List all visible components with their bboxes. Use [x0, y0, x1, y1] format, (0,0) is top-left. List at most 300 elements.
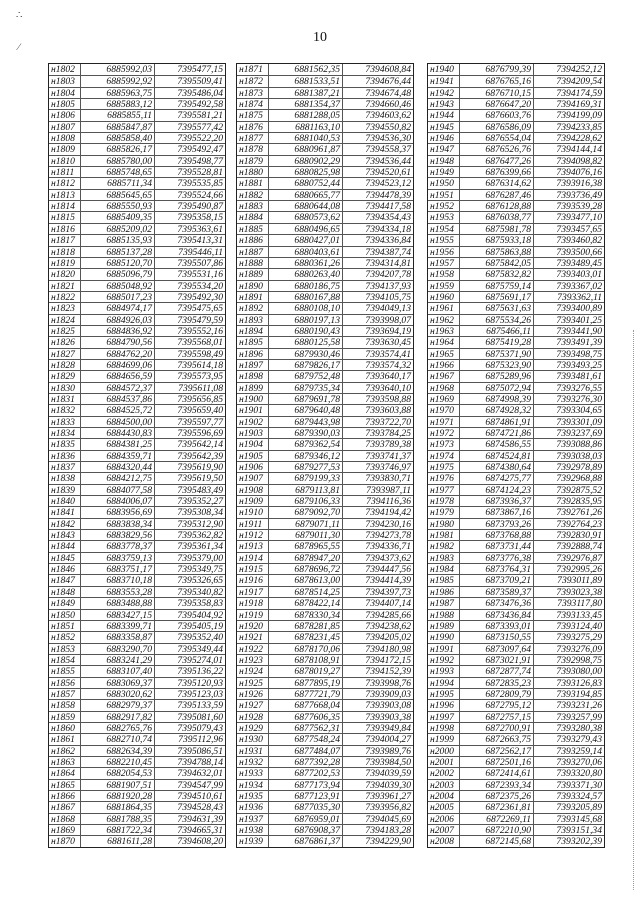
x-coordinate: 6885048,92: [81, 281, 155, 291]
table-row: [428, 325, 604, 336]
y-coordinate: 7394417,58: [365, 201, 411, 212]
x-coordinate: 6875323,90: [460, 360, 534, 370]
point-id: н1933: [237, 768, 269, 778]
table-row: [428, 450, 604, 461]
x-coordinate: 6876647,20: [460, 99, 534, 109]
x-coordinate: 6877548,24: [269, 734, 343, 744]
point-id: н1912: [237, 530, 269, 540]
table-row: [428, 416, 604, 427]
point-id: н1829: [49, 371, 81, 381]
point-id: н2007: [428, 825, 460, 835]
x-coordinate: 6885017,23: [81, 292, 155, 302]
table-row: [428, 540, 604, 551]
y-coordinate: 7394194,42: [365, 507, 411, 518]
y-coordinate: 7395492,30: [177, 291, 223, 303]
x-coordinate: 6879443,98: [269, 417, 343, 427]
y-coordinate: 7395573,95: [177, 371, 223, 382]
x-coordinate: 6881040,53: [269, 133, 343, 143]
y-coordinate: 7393023,38: [556, 586, 602, 598]
y-coordinate: 7395552,16: [177, 325, 223, 337]
y-coordinate: 7395112,96: [178, 734, 223, 745]
point-id: н1884: [237, 212, 269, 222]
table-row: [237, 268, 413, 279]
x-coordinate: 6883488,88: [81, 598, 155, 608]
point-id: н1830: [49, 383, 81, 393]
point-id: н1914: [237, 553, 269, 563]
table-row: [237, 393, 413, 404]
y-coordinate: 7394536,30: [365, 133, 411, 144]
scan-mark: ∴: [16, 10, 23, 21]
y-coordinate: 7393145,68: [556, 813, 602, 825]
y-coordinate: 7395413,31: [177, 235, 223, 246]
x-coordinate: 6877562,31: [269, 723, 343, 733]
table-row: [237, 506, 413, 517]
point-id: н1926: [237, 689, 269, 699]
point-id: н1939: [237, 836, 269, 846]
table-row: [237, 745, 413, 756]
x-coordinate: 6873150,55: [460, 632, 534, 642]
y-coordinate: 7393903,38: [365, 711, 411, 722]
x-coordinate: 6873764,31: [460, 564, 534, 574]
table-row: [49, 109, 225, 120]
table-row: [49, 132, 225, 143]
point-id: н1846: [49, 564, 81, 574]
table-row: [428, 767, 604, 778]
y-coordinate: 7393400,89: [556, 303, 602, 314]
x-coordinate: 6873867,16: [460, 507, 534, 517]
x-coordinate: 6872210,90: [460, 825, 534, 835]
table-row: [237, 302, 413, 313]
point-id: н1836: [49, 451, 81, 461]
x-coordinate: 6877668,04: [269, 700, 343, 710]
table-row: [49, 348, 225, 359]
table-row: [237, 404, 413, 415]
x-coordinate: 6880644,08: [269, 201, 343, 211]
table-row: [237, 631, 413, 642]
table-row: [49, 461, 225, 472]
point-id: н1866: [49, 791, 81, 801]
x-coordinate: 6885748,65: [81, 167, 155, 177]
point-id: н1820: [49, 269, 81, 279]
table-row: [428, 132, 604, 143]
x-coordinate: 6877606,35: [269, 712, 343, 722]
y-coordinate: 7395308,34: [177, 507, 223, 518]
y-coordinate: 7393011,89: [557, 575, 602, 586]
x-coordinate: 6873768,88: [460, 530, 534, 540]
y-coordinate: 7395659,40: [177, 405, 223, 416]
point-id: н1956: [428, 247, 460, 257]
x-coordinate: 6884500,00: [81, 417, 155, 427]
table-row: [428, 677, 604, 688]
x-coordinate: 6877484,07: [269, 746, 343, 756]
y-coordinate: 7395619,90: [177, 462, 223, 473]
point-id: н1858: [49, 700, 81, 710]
y-coordinate: 7394180,98: [365, 643, 411, 654]
y-coordinate: 7394285,66: [365, 609, 411, 620]
point-id: н1888: [237, 258, 269, 268]
x-coordinate: 6878422,14: [269, 598, 343, 608]
y-coordinate: 7393401,25: [556, 314, 602, 325]
y-coordinate: 7392995,26: [556, 564, 602, 575]
point-id: н1883: [237, 201, 269, 211]
point-id: н2001: [428, 757, 460, 767]
y-coordinate: 7392761,26: [556, 507, 602, 518]
point-id: н1980: [428, 519, 460, 529]
table-row: [237, 643, 413, 654]
table-row: [49, 268, 225, 279]
y-coordinate: 7393301,09: [556, 416, 602, 427]
y-coordinate: 7393320,80: [556, 768, 602, 779]
y-coordinate: 7395133,59: [177, 700, 223, 711]
x-coordinate: 6885992,03: [81, 64, 155, 75]
x-coordinate: 6872501,16: [460, 757, 534, 767]
table-row: [428, 177, 604, 188]
scan-edge: [633, 330, 640, 890]
table-row: [428, 257, 604, 268]
table-row: [237, 461, 413, 472]
x-coordinate: 6874998,39: [460, 394, 534, 404]
y-coordinate: 7394510,61: [177, 791, 223, 802]
y-coordinate: 7395363,61: [177, 223, 223, 235]
x-coordinate: 6881907,51: [81, 780, 155, 790]
x-coordinate: 6874928,32: [460, 405, 534, 415]
y-coordinate: 7395362,82: [177, 530, 223, 541]
point-id: н1844: [49, 541, 81, 551]
y-coordinate: 7394354,43: [365, 212, 411, 223]
x-coordinate: 6872757,15: [460, 712, 534, 722]
table-row: [237, 257, 413, 268]
x-coordinate: 6884320,44: [81, 462, 155, 472]
y-coordinate: 7394608,20: [177, 836, 223, 847]
table-row: [237, 552, 413, 563]
y-coordinate: 7394536,44: [365, 155, 411, 167]
y-coordinate: 7395358,83: [177, 598, 223, 609]
y-coordinate: 7393903,08: [365, 700, 411, 711]
table-row: [237, 563, 413, 574]
x-coordinate: 6881387,21: [269, 88, 343, 98]
point-id: н1931: [237, 746, 269, 756]
x-coordinate: 6872361,81: [460, 802, 534, 812]
point-id: н1812: [49, 178, 81, 188]
point-id: н2006: [428, 814, 460, 824]
x-coordinate: 6880108,10: [269, 303, 343, 313]
table-row: [237, 336, 413, 347]
point-id: н1875: [237, 110, 269, 120]
x-coordinate: 6882054,53: [81, 768, 155, 778]
y-coordinate: 7395486,04: [177, 87, 223, 99]
y-coordinate: 7393956,82: [365, 802, 411, 813]
point-id: н1913: [237, 541, 269, 551]
point-id: н2002: [428, 768, 460, 778]
x-coordinate: 6880825,98: [269, 167, 343, 177]
table-row: [428, 643, 604, 654]
point-id: н1978: [428, 496, 460, 506]
x-coordinate: 6872809,79: [460, 689, 534, 699]
point-id: н1907: [237, 473, 269, 483]
y-coordinate: 7395446,11: [178, 246, 223, 257]
x-coordinate: 6875842,05: [460, 258, 534, 268]
x-coordinate: 6879113,81: [269, 485, 343, 495]
x-coordinate: 6877202,53: [269, 768, 343, 778]
x-coordinate: 6875832,82: [460, 269, 534, 279]
y-coordinate: 7394603,62: [365, 110, 411, 121]
table-row: [428, 461, 604, 472]
table-row: [237, 200, 413, 211]
y-coordinate: 7393205,89: [556, 802, 602, 813]
table-row: [49, 677, 225, 688]
point-id: н1998: [428, 723, 460, 733]
x-coordinate: 6876586,09: [460, 122, 534, 132]
x-coordinate: 6872393,34: [460, 780, 534, 790]
table-row: [428, 495, 604, 506]
y-coordinate: 7393603,88: [365, 405, 411, 416]
point-id: н1865: [49, 780, 81, 790]
point-id: н1947: [428, 144, 460, 154]
x-coordinate: 6873731,44: [460, 541, 534, 551]
table-row: [428, 574, 604, 585]
point-id: н1905: [237, 451, 269, 461]
y-coordinate: 7393481,61: [556, 371, 602, 382]
point-id: н1894: [237, 326, 269, 336]
table-row: [237, 790, 413, 801]
y-coordinate: 7395477,15: [177, 64, 223, 75]
table-row: [237, 756, 413, 767]
point-id: н1999: [428, 734, 460, 744]
x-coordinate: 6875863,88: [460, 247, 534, 257]
table-row: [49, 586, 225, 597]
point-id: н1950: [428, 178, 460, 188]
y-coordinate: 7395312,90: [177, 518, 223, 530]
table-row: [428, 200, 604, 211]
y-coordinate: 7394172,15: [365, 654, 411, 666]
table-row: [49, 620, 225, 631]
y-coordinate: 7393574,32: [365, 359, 411, 371]
table-row: [237, 813, 413, 824]
x-coordinate: 6883838,34: [81, 519, 155, 529]
point-id: н1946: [428, 133, 460, 143]
x-coordinate: 6876314,62: [460, 178, 534, 188]
y-coordinate: 7395405,19: [177, 620, 223, 632]
table-row: [428, 246, 604, 257]
y-coordinate: 7394334,18: [365, 223, 411, 235]
point-id: н1851: [49, 621, 81, 631]
y-coordinate: 7395136,22: [177, 666, 223, 677]
y-coordinate: 7394183,28: [365, 825, 411, 836]
table-row: [428, 711, 604, 722]
x-coordinate: 6883553,28: [81, 587, 155, 597]
page-number: 10: [313, 30, 327, 45]
table-row: [49, 654, 225, 665]
x-coordinate: 6883710,18: [81, 575, 155, 585]
table-row: [428, 529, 604, 540]
y-coordinate: 7393789,38: [365, 439, 411, 450]
table-row: [237, 609, 413, 620]
point-id: н1847: [49, 575, 81, 585]
x-coordinate: 6885120,70: [81, 258, 155, 268]
point-id: н1833: [49, 417, 81, 427]
y-coordinate: 7394336,84: [365, 235, 411, 246]
y-coordinate: 7393237,69: [556, 428, 602, 439]
y-coordinate: 7394152,39: [365, 666, 411, 677]
x-coordinate: 6874524,81: [460, 451, 534, 461]
x-coordinate: 6881611,28: [81, 836, 155, 846]
table-row: [49, 552, 225, 563]
point-id: н1942: [428, 88, 460, 98]
point-id: н1880: [237, 167, 269, 177]
table-row: [49, 699, 225, 710]
x-coordinate: 6872663,75: [460, 734, 534, 744]
table-row: [49, 745, 225, 756]
point-id: н1861: [49, 734, 81, 744]
table-row: [237, 189, 413, 200]
table-row: [49, 87, 225, 98]
point-id: н1925: [237, 678, 269, 688]
y-coordinate: 7395642,39: [177, 450, 223, 462]
point-id: н1992: [428, 655, 460, 665]
x-coordinate: 6884212,75: [81, 473, 155, 483]
point-id: н1954: [428, 224, 460, 234]
point-id: н1898: [237, 371, 269, 381]
point-id: н1930: [237, 734, 269, 744]
table-row: [237, 495, 413, 506]
x-coordinate: 6877721,79: [269, 689, 343, 699]
x-coordinate: 6883759,13: [81, 553, 155, 563]
y-coordinate: 7393276,30: [556, 393, 602, 405]
point-id: н1938: [237, 825, 269, 835]
y-coordinate: 7394336,71: [365, 541, 411, 552]
point-id: н1814: [49, 201, 81, 211]
x-coordinate: 6879346,12: [269, 451, 343, 461]
table-row: [428, 75, 604, 86]
table-row: [237, 325, 413, 336]
table-row: [237, 835, 413, 846]
point-id: н1827: [49, 349, 81, 359]
y-coordinate: 7395483,49: [177, 484, 223, 496]
y-coordinate: 7395120,93: [177, 677, 223, 688]
x-coordinate: 6876710,15: [460, 88, 534, 98]
table-row: [428, 620, 604, 631]
x-coordinate: 6882765,76: [81, 723, 155, 733]
y-coordinate: 7395596,69: [177, 428, 223, 439]
point-id: н1811: [49, 167, 81, 177]
y-coordinate: 7393746,97: [365, 462, 411, 473]
point-id: н1977: [428, 485, 460, 495]
x-coordinate: 6879752,48: [269, 371, 343, 381]
x-coordinate: 6883069,37: [81, 678, 155, 688]
point-id: н1937: [237, 814, 269, 824]
point-id: н1853: [49, 644, 81, 654]
y-coordinate: 7393722,70: [365, 416, 411, 427]
y-coordinate: 7393367,02: [556, 280, 602, 291]
y-coordinate: 7395597,77: [177, 416, 223, 427]
y-coordinate: 7393741,37: [365, 450, 411, 462]
x-coordinate: 6884077,58: [81, 485, 155, 495]
point-id: н1927: [237, 700, 269, 710]
y-coordinate: 7395492,47: [177, 144, 223, 155]
table-row: [237, 438, 413, 449]
x-coordinate: 6880961,87: [269, 144, 343, 154]
y-coordinate: 7395274,01: [177, 654, 223, 666]
y-coordinate: 7395498,77: [177, 155, 223, 167]
table-row: [49, 121, 225, 132]
x-coordinate: 6885883,12: [81, 99, 155, 109]
point-id: н2008: [428, 836, 460, 846]
point-id: н1806: [49, 110, 81, 120]
x-coordinate: 6880263,40: [269, 269, 343, 279]
table-row: [49, 824, 225, 835]
point-id: н1873: [237, 88, 269, 98]
point-id: н1935: [237, 791, 269, 801]
y-coordinate: 7394660,46: [365, 99, 411, 110]
x-coordinate: 6873793,26: [460, 519, 534, 529]
x-coordinate: 6877173,94: [269, 780, 343, 790]
y-coordinate: 7393694,19: [365, 325, 411, 337]
point-id: н1870: [49, 836, 81, 846]
y-coordinate: 7394238,62: [365, 620, 411, 632]
y-coordinate: 7395507,86: [177, 257, 223, 269]
x-coordinate: 6872414,61: [460, 768, 534, 778]
point-id: н1983: [428, 553, 460, 563]
y-coordinate: 7395598,49: [177, 348, 223, 359]
point-id: н1897: [237, 360, 269, 370]
table-row: [237, 586, 413, 597]
table-row: [49, 609, 225, 620]
x-coordinate: 6874275,77: [460, 473, 534, 483]
x-coordinate: 6872795,12: [460, 700, 534, 710]
table-row: [428, 348, 604, 359]
y-coordinate: 7395522,20: [177, 133, 223, 144]
x-coordinate: 6876477,26: [460, 156, 534, 166]
x-coordinate: 6872375,26: [460, 791, 534, 801]
point-id: н1835: [49, 439, 81, 449]
point-id: н1911: [237, 519, 269, 529]
point-id: н1848: [49, 587, 81, 597]
point-id: н1813: [49, 190, 81, 200]
x-coordinate: 6875691,17: [460, 292, 534, 302]
point-id: н1994: [428, 678, 460, 688]
point-id: н1822: [49, 292, 81, 302]
y-coordinate: 7393371,30: [556, 779, 602, 790]
table-row: [428, 155, 604, 166]
point-id: н1852: [49, 632, 81, 642]
table-row: [428, 291, 604, 302]
y-coordinate: 7395611,08: [178, 382, 223, 393]
x-coordinate: 6880902,29: [269, 156, 343, 166]
point-id: н1979: [428, 507, 460, 517]
table-row: [49, 257, 225, 268]
point-id: н1855: [49, 666, 81, 676]
y-coordinate: 7395079,43: [177, 722, 223, 734]
point-id: н1995: [428, 689, 460, 699]
y-coordinate: 7394414,39: [365, 575, 411, 586]
y-coordinate: 7393362,11: [557, 291, 602, 303]
table-row: [428, 688, 604, 699]
x-coordinate: 6879011,30: [269, 530, 343, 540]
x-coordinate: 6885858,40: [81, 133, 155, 143]
point-id: н1991: [428, 644, 460, 654]
table-row: [49, 779, 225, 790]
x-coordinate: 6884381,25: [81, 439, 155, 449]
table-row: [49, 189, 225, 200]
y-coordinate: 7393736,49: [556, 189, 602, 201]
table-row: [428, 699, 604, 710]
y-coordinate: 7394174,59: [556, 87, 602, 99]
table-row: [428, 438, 604, 449]
table-row: [428, 280, 604, 291]
point-id: н1803: [49, 76, 81, 86]
point-id: н1943: [428, 99, 460, 109]
point-id: н1859: [49, 712, 81, 722]
